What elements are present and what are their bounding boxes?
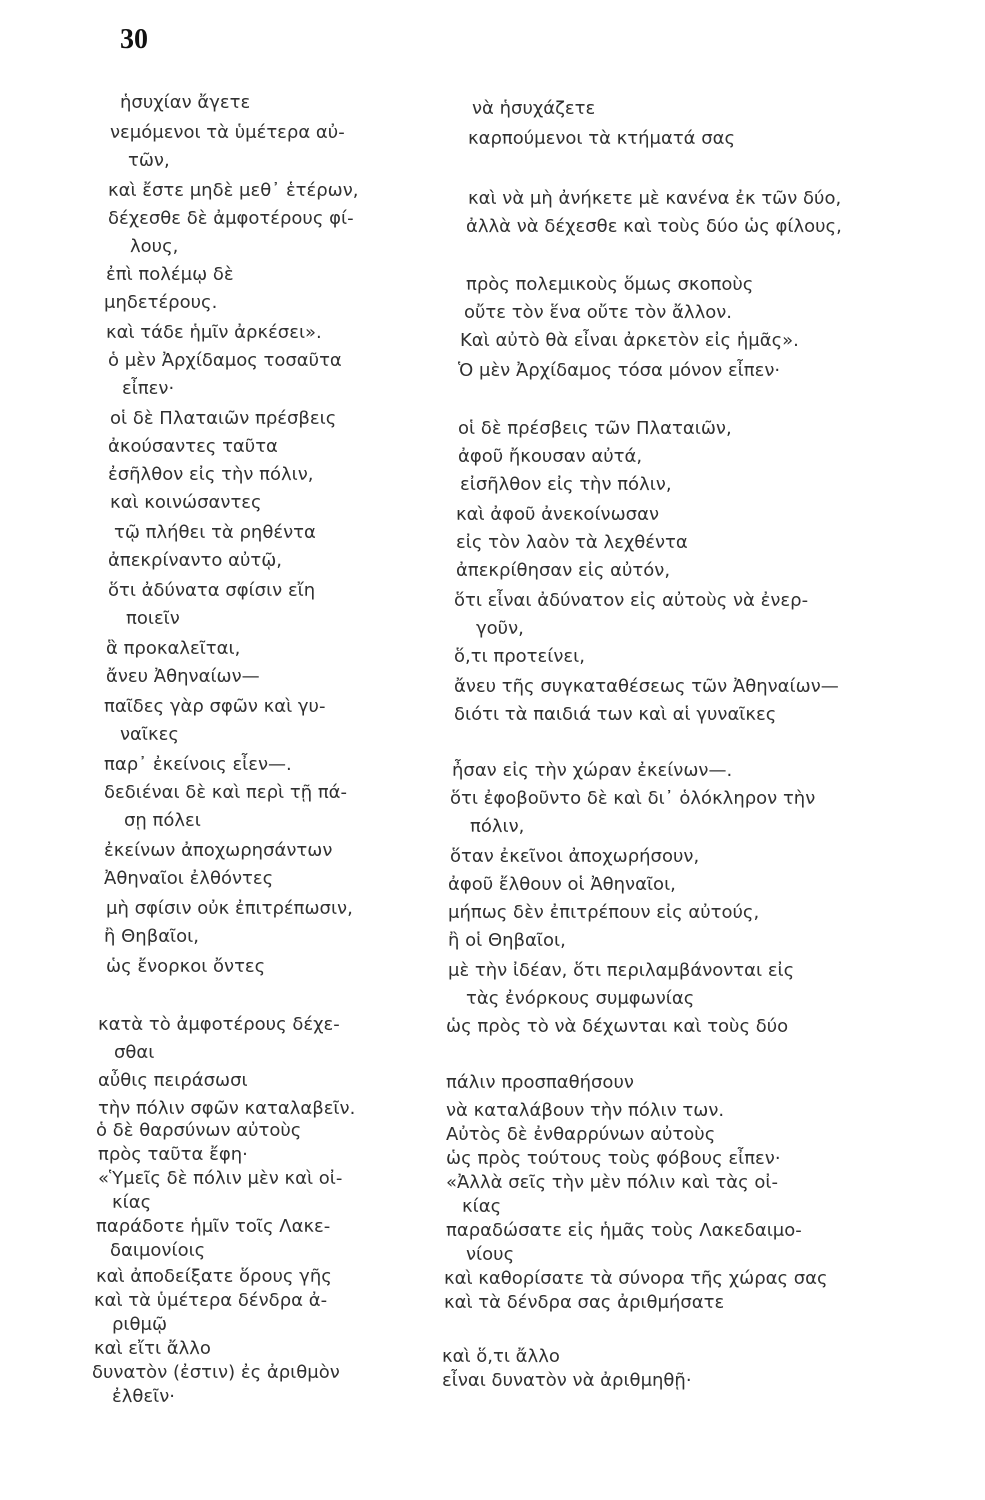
translation-text-line: διότι τὰ παιδιά των καὶ αἱ γυναῖκες bbox=[454, 704, 777, 725]
translation-text-line: ὅτι ἐφοβοῦντο δὲ καὶ δι᾽ ὁλόκληρον τὴν bbox=[450, 788, 816, 809]
greek-text-line: ὁ μὲν Ἀρχίδαμος τοσαῦτα bbox=[108, 350, 342, 371]
translation-text-line: ὅτι εἶναι ἀδύνατον εἰς αὐτοὺς νὰ ἐνερ- bbox=[454, 590, 809, 611]
translation-text-line: ἀπεκρίθησαν εἰς αὐτόν, bbox=[456, 560, 671, 581]
translation-text-line: εἶναι δυνατὸν νὰ ἀριθμηθῇ· bbox=[442, 1370, 692, 1391]
greek-text-line: κίας bbox=[112, 1192, 152, 1213]
greek-text-line: ἐκείνων ἀποχωρησάντων bbox=[104, 840, 333, 861]
translation-text-line: καρπούμενοι τὰ κτήματά σας bbox=[468, 128, 736, 149]
translation-text-line: μὲ τὴν ἰδέαν, ὅτι περιλαμβάνονται εἰς bbox=[448, 960, 795, 981]
translation-text-line: ὡς πρὸς τούτους τοὺς φόβους εἶπεν· bbox=[446, 1148, 781, 1169]
translation-text-line: Αὐτὸς δὲ ἐνθαρρύνων αὐτοὺς bbox=[446, 1124, 716, 1145]
translation-text-line: μήπως δὲν ἐπιτρέπουν εἰς αὐτούς, bbox=[448, 902, 760, 923]
greek-text-line: ἄνευ Ἀθηναίων— bbox=[106, 666, 260, 687]
translation-text-line: οὔτε τὸν ἕνα οὔτε τὸν ἄλλον. bbox=[464, 302, 733, 323]
greek-text-line: ἐλθεῖν· bbox=[112, 1386, 175, 1407]
greek-text-line: ναῖκες bbox=[120, 724, 179, 745]
translation-text-line: πάλιν προσπαθήσουν bbox=[446, 1072, 634, 1093]
greek-text-line: ὁ δὲ θαρσύνων αὐτοὺς bbox=[96, 1120, 302, 1141]
greek-text-line: σθαι bbox=[114, 1042, 155, 1063]
greek-text-line: μὴ σφίσιν οὐκ ἐπιτρέπωσιν, bbox=[106, 898, 353, 919]
translation-text-line: ἀφοῦ ἤκουσαν αὐτά, bbox=[458, 446, 643, 467]
translation-text-line: καὶ νὰ μὴ ἀνήκετε μὲ κανένα ἐκ τῶν δύο, bbox=[468, 188, 842, 209]
greek-text-line: καὶ ἀποδείξατε ὅρους γῆς bbox=[96, 1266, 332, 1287]
translation-text-line: ἀλλὰ νὰ δέχεσθε καὶ τοὺς δύο ὡς φίλους, bbox=[466, 216, 842, 237]
greek-text-line: παρ᾽ ἐκείνοις εἶεν—. bbox=[104, 754, 292, 775]
translation-text-line: οἱ δὲ πρέσβεις τῶν Πλαταιῶν, bbox=[458, 418, 732, 439]
greek-text-line: οἱ δὲ Πλαταιῶν πρέσβεις bbox=[110, 408, 337, 429]
greek-text-line: ἐσῆλθον εἰς τὴν πόλιν, bbox=[108, 464, 314, 485]
greek-text-line: αὖθις πειράσωσι bbox=[98, 1070, 248, 1091]
greek-text-line: καὶ τάδε ἡμῖν ἀρκέσει». bbox=[106, 322, 322, 343]
translation-text-line: ὅταν ἐκεῖνοι ἀποχωρήσουν, bbox=[450, 846, 700, 867]
translation-text-line: ὅ,τι προτείνει, bbox=[454, 646, 585, 667]
greek-text-line: ριθμῷ bbox=[112, 1314, 168, 1335]
greek-text-line: ἀκούσαντες ταῦτα bbox=[108, 436, 278, 457]
greek-text-line: «Ὑμεῖς δὲ πόλιν μὲν καὶ οἰ- bbox=[98, 1168, 343, 1189]
greek-text-line: ποιεῖν bbox=[126, 608, 180, 629]
greek-text-line: σῃ πόλει bbox=[124, 810, 201, 831]
greek-text-line: καὶ εἴτι ἄλλο bbox=[94, 1338, 211, 1359]
translation-text-line: καὶ τὰ δένδρα σας ἀριθμήσατε bbox=[444, 1292, 725, 1313]
translation-text-line: κίας bbox=[462, 1196, 502, 1217]
greek-text-line: τῶν, bbox=[128, 150, 170, 171]
greek-text-line: ἃ προκαλεῖται, bbox=[106, 638, 241, 659]
translation-text-line: «Ἀλλὰ σεῖς τὴν μὲν πόλιν καὶ τὰς οἰ- bbox=[446, 1172, 778, 1193]
greek-text-line: καὶ τὰ ὑμέτερα δένδρα ἀ- bbox=[94, 1290, 328, 1311]
greek-text-line: εἶπεν· bbox=[122, 378, 175, 399]
greek-text-line: τὴν πόλιν σφῶν καταλαβεῖν. bbox=[98, 1098, 356, 1119]
greek-text-line: ἀπεκρίναντο αὐτῷ, bbox=[108, 550, 283, 571]
greek-text-line: παράδοτε ἡμῖν τοῖς Λακε- bbox=[96, 1216, 331, 1237]
translation-text-line: καὶ ἀφοῦ ἀνεκοίνωσαν bbox=[456, 504, 659, 525]
translation-text-line: ὡς πρὸς τὸ νὰ δέχωνται καὶ τοὺς δύο bbox=[446, 1016, 789, 1037]
translation-text-line: καὶ ὅ,τι ἄλλο bbox=[442, 1346, 560, 1367]
greek-text-line: δεδιέναι δὲ καὶ περὶ τῇ πά- bbox=[104, 782, 348, 803]
translation-text-line: ἄνευ τῆς συγκαταθέσεως τῶν Ἀθηναίων— bbox=[454, 676, 839, 697]
translation-text-line: καὶ καθορίσατε τὰ σύνορα τῆς χώρας σας bbox=[444, 1268, 828, 1289]
translation-text-line: εἰς τὸν λαὸν τὰ λεχθέντα bbox=[456, 532, 688, 553]
greek-text-line: μηδετέρους. bbox=[104, 292, 218, 313]
greek-text-line: καὶ ἔστε μηδὲ μεθ᾽ ἑτέρων, bbox=[108, 180, 359, 201]
greek-text-line: ἐπὶ πολέμῳ δὲ bbox=[106, 264, 234, 285]
greek-text-line: νεμόμενοι τὰ ὑμέτερα αὐ- bbox=[110, 122, 345, 143]
greek-text-line: τῷ πλήθει τὰ ρηθέντα bbox=[114, 522, 316, 543]
greek-text-line: δέχεσθε δὲ ἀμφοτέρους φί- bbox=[108, 208, 354, 229]
greek-text-line: ὡς ἔνορκοι ὄντες bbox=[106, 956, 266, 977]
greek-text-line: δυνατὸν (ἐστιν) ἐς ἀριθμὸν bbox=[92, 1362, 340, 1383]
translation-text-line: τὰς ἐνόρκους συμφωνίας bbox=[466, 988, 695, 1009]
greek-text-line: ἡσυχίαν ἄγετε bbox=[120, 92, 251, 113]
translation-text-line: ἀφοῦ ἔλθουν οἱ Ἀθηναῖοι, bbox=[448, 874, 676, 895]
greek-text-line: ὅτι ἀδύνατα σφίσιν εἴη bbox=[108, 580, 316, 601]
page-number: 30 bbox=[120, 24, 148, 55]
translation-text-line: γοῦν, bbox=[476, 618, 524, 639]
greek-text-line: καὶ κοινώσαντες bbox=[110, 492, 262, 513]
translation-text-line: ἢ οἱ Θηβαῖοι, bbox=[448, 930, 566, 951]
translation-text-line: ἦσαν εἰς τὴν χώραν ἐκείνων—. bbox=[452, 760, 733, 781]
translation-text-line: νὰ ἡσυχάζετε bbox=[472, 98, 596, 119]
translation-text-line: νὰ καταλάβουν τὴν πόλιν των. bbox=[446, 1100, 725, 1121]
translation-text-line: νίους bbox=[466, 1244, 515, 1265]
greek-text-line: Ἀθηναῖοι ἐλθόντες bbox=[104, 868, 274, 889]
translation-text-line: Ὁ μὲν Ἀρχίδαμος τόσα μόνον εἶπεν· bbox=[458, 360, 781, 381]
translation-text-line: παραδώσατε εἰς ἡμᾶς τοὺς Λακεδαιμο- bbox=[446, 1220, 802, 1241]
translation-text-line: πρὸς πολεμικοὺς ὅμως σκοποὺς bbox=[466, 274, 754, 295]
greek-text-line: παῖδες γὰρ σφῶν καὶ γυ- bbox=[104, 696, 326, 717]
greek-text-line: δαιμονίοις bbox=[110, 1240, 206, 1261]
greek-text-line: ἢ Θηβαῖοι, bbox=[104, 926, 199, 947]
translation-text-line: εἰσῆλθον εἰς τὴν πόλιν, bbox=[460, 474, 672, 495]
translation-text-line: Καὶ αὐτὸ θὰ εἶναι ἀρκετὸν εἰς ἡμᾶς». bbox=[460, 330, 799, 351]
greek-text-line: πρὸς ταῦτα ἔφη· bbox=[98, 1144, 248, 1165]
greek-text-line: λους, bbox=[130, 236, 179, 257]
translation-text-line: πόλιν, bbox=[470, 816, 525, 837]
greek-text-line: κατὰ τὸ ἀμφοτέρους δέχε- bbox=[98, 1014, 340, 1035]
